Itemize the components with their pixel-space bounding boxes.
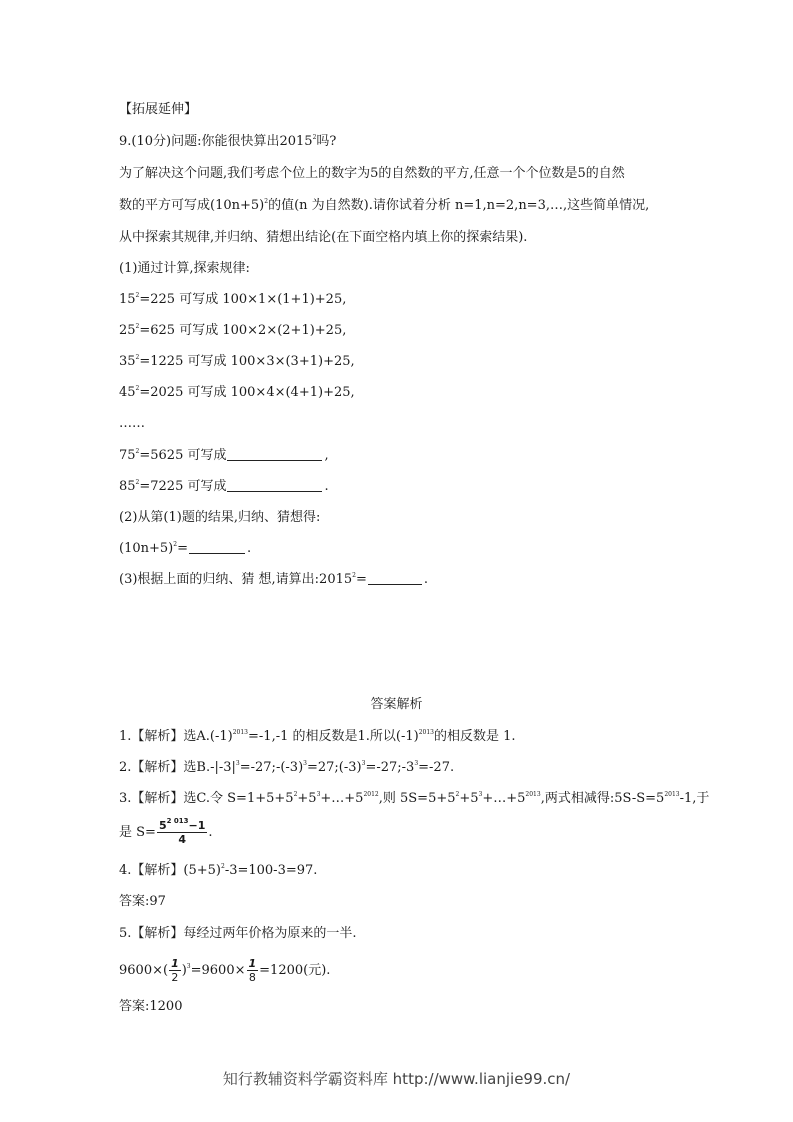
intro-line-2: 数的平方可写成$(10n+5)^2$的值(n 为自然数).请你试着分析 n=1,n=2,n=3,…,这些简单情况, <box>119 198 650 213</box>
fraction: $\frac{5^{2 013}-1}{4}$ <box>158 817 206 846</box>
answer-blank[interactable] <box>189 540 245 554</box>
footer-watermark: 知行教辅资料学霸资料库 http://www.lianjie99.cn/ <box>222 1070 571 1088</box>
answer-section-title: 答案解析 <box>370 697 423 712</box>
fraction: $\frac{1}{2}$ <box>171 957 179 984</box>
answer-5-result: 答案:1200 <box>119 999 183 1014</box>
pattern-row: $35^2=1225$ 可写成 100×3×(3+1)+25, <box>119 354 355 369</box>
answer-1: 1.【解析】选$A.(-1)^{2013}=-1,-1$ 的相反数是1.所以$(-1)^{2013}$的相反数是 1. <box>119 729 516 744</box>
part-2-formula: $(10n+5)^2=$ . <box>119 541 252 556</box>
fill-row-85: $85^2=7225$ 可写成 . <box>119 479 329 494</box>
answer-blank[interactable] <box>227 478 322 492</box>
answer-5: 5.【解析】每经过两年价格为原来的一半. <box>119 926 357 941</box>
answer-blank[interactable] <box>227 447 322 461</box>
ellipsis: …… <box>119 416 145 431</box>
section-title: 【拓展延伸】 <box>119 102 198 117</box>
part-3-heading: (3)根据上面的归纳、猜 想,请算出$:2015^2=$ . <box>119 572 429 587</box>
part-1-heading: (1)通过计算,探索规律: <box>119 261 250 276</box>
fill-row-75: $75^2=5625$ 可写成 , <box>119 448 329 463</box>
fraction: $\frac{1}{8}$ <box>248 957 257 984</box>
pattern-row: $15^2=225$ 可写成 100×1×(1+1)+25, <box>119 292 347 307</box>
pattern-row: $45^2=2025$ 可写成 100×4×(4+1)+25, <box>119 385 355 400</box>
answer-2: 2.【解析】选$B.-|-3|^3=-27;-(-3)^3=27;(-3)^3=-27;-3^3=-27$. <box>119 760 455 775</box>
intro-line-3: 从中探索其规律,并归纳、猜想出结论(在下面空格内填上你的探索结果). <box>119 230 528 245</box>
question-9-title: 9.(10分)问题:你能很快算出2015$^2$吗? <box>119 134 337 149</box>
answer-4: 4.【解析】$(5+5)^2-3=100-3=97$. <box>119 863 318 878</box>
answer-blank[interactable] <box>368 571 422 585</box>
answer-3-line-2: 是 S= $\frac{5^{2 013}-1}{4}$ . <box>119 817 213 846</box>
answer-3: 3.【解析】选C.令 $S=1+5+5^2+5^3+\dots+5^{2012}$,则 $5S=5+5^2+5^3+\dots+5^{2013}$,两式相减得$:5S-S=5^{2013}-1$,于 <box>119 791 710 806</box>
pattern-row: $25^2=625$ 可写成 100×2×(2+1)+25, <box>119 323 347 338</box>
answer-5-calculation: 9600×( $\frac{1}{2}$ )$^3$=9600× $\frac{1}{8}$ =1200(元). <box>119 957 331 984</box>
part-2-heading: (2)从第(1)题的结果,归纳、猜想得: <box>119 510 321 525</box>
intro-line-1: 为了解决这个问题,我们考虑个位上的数字为5的自然数的平方,任意一个个位数是5的自然 <box>119 166 625 181</box>
answer-4-result: 答案:97 <box>119 894 166 909</box>
